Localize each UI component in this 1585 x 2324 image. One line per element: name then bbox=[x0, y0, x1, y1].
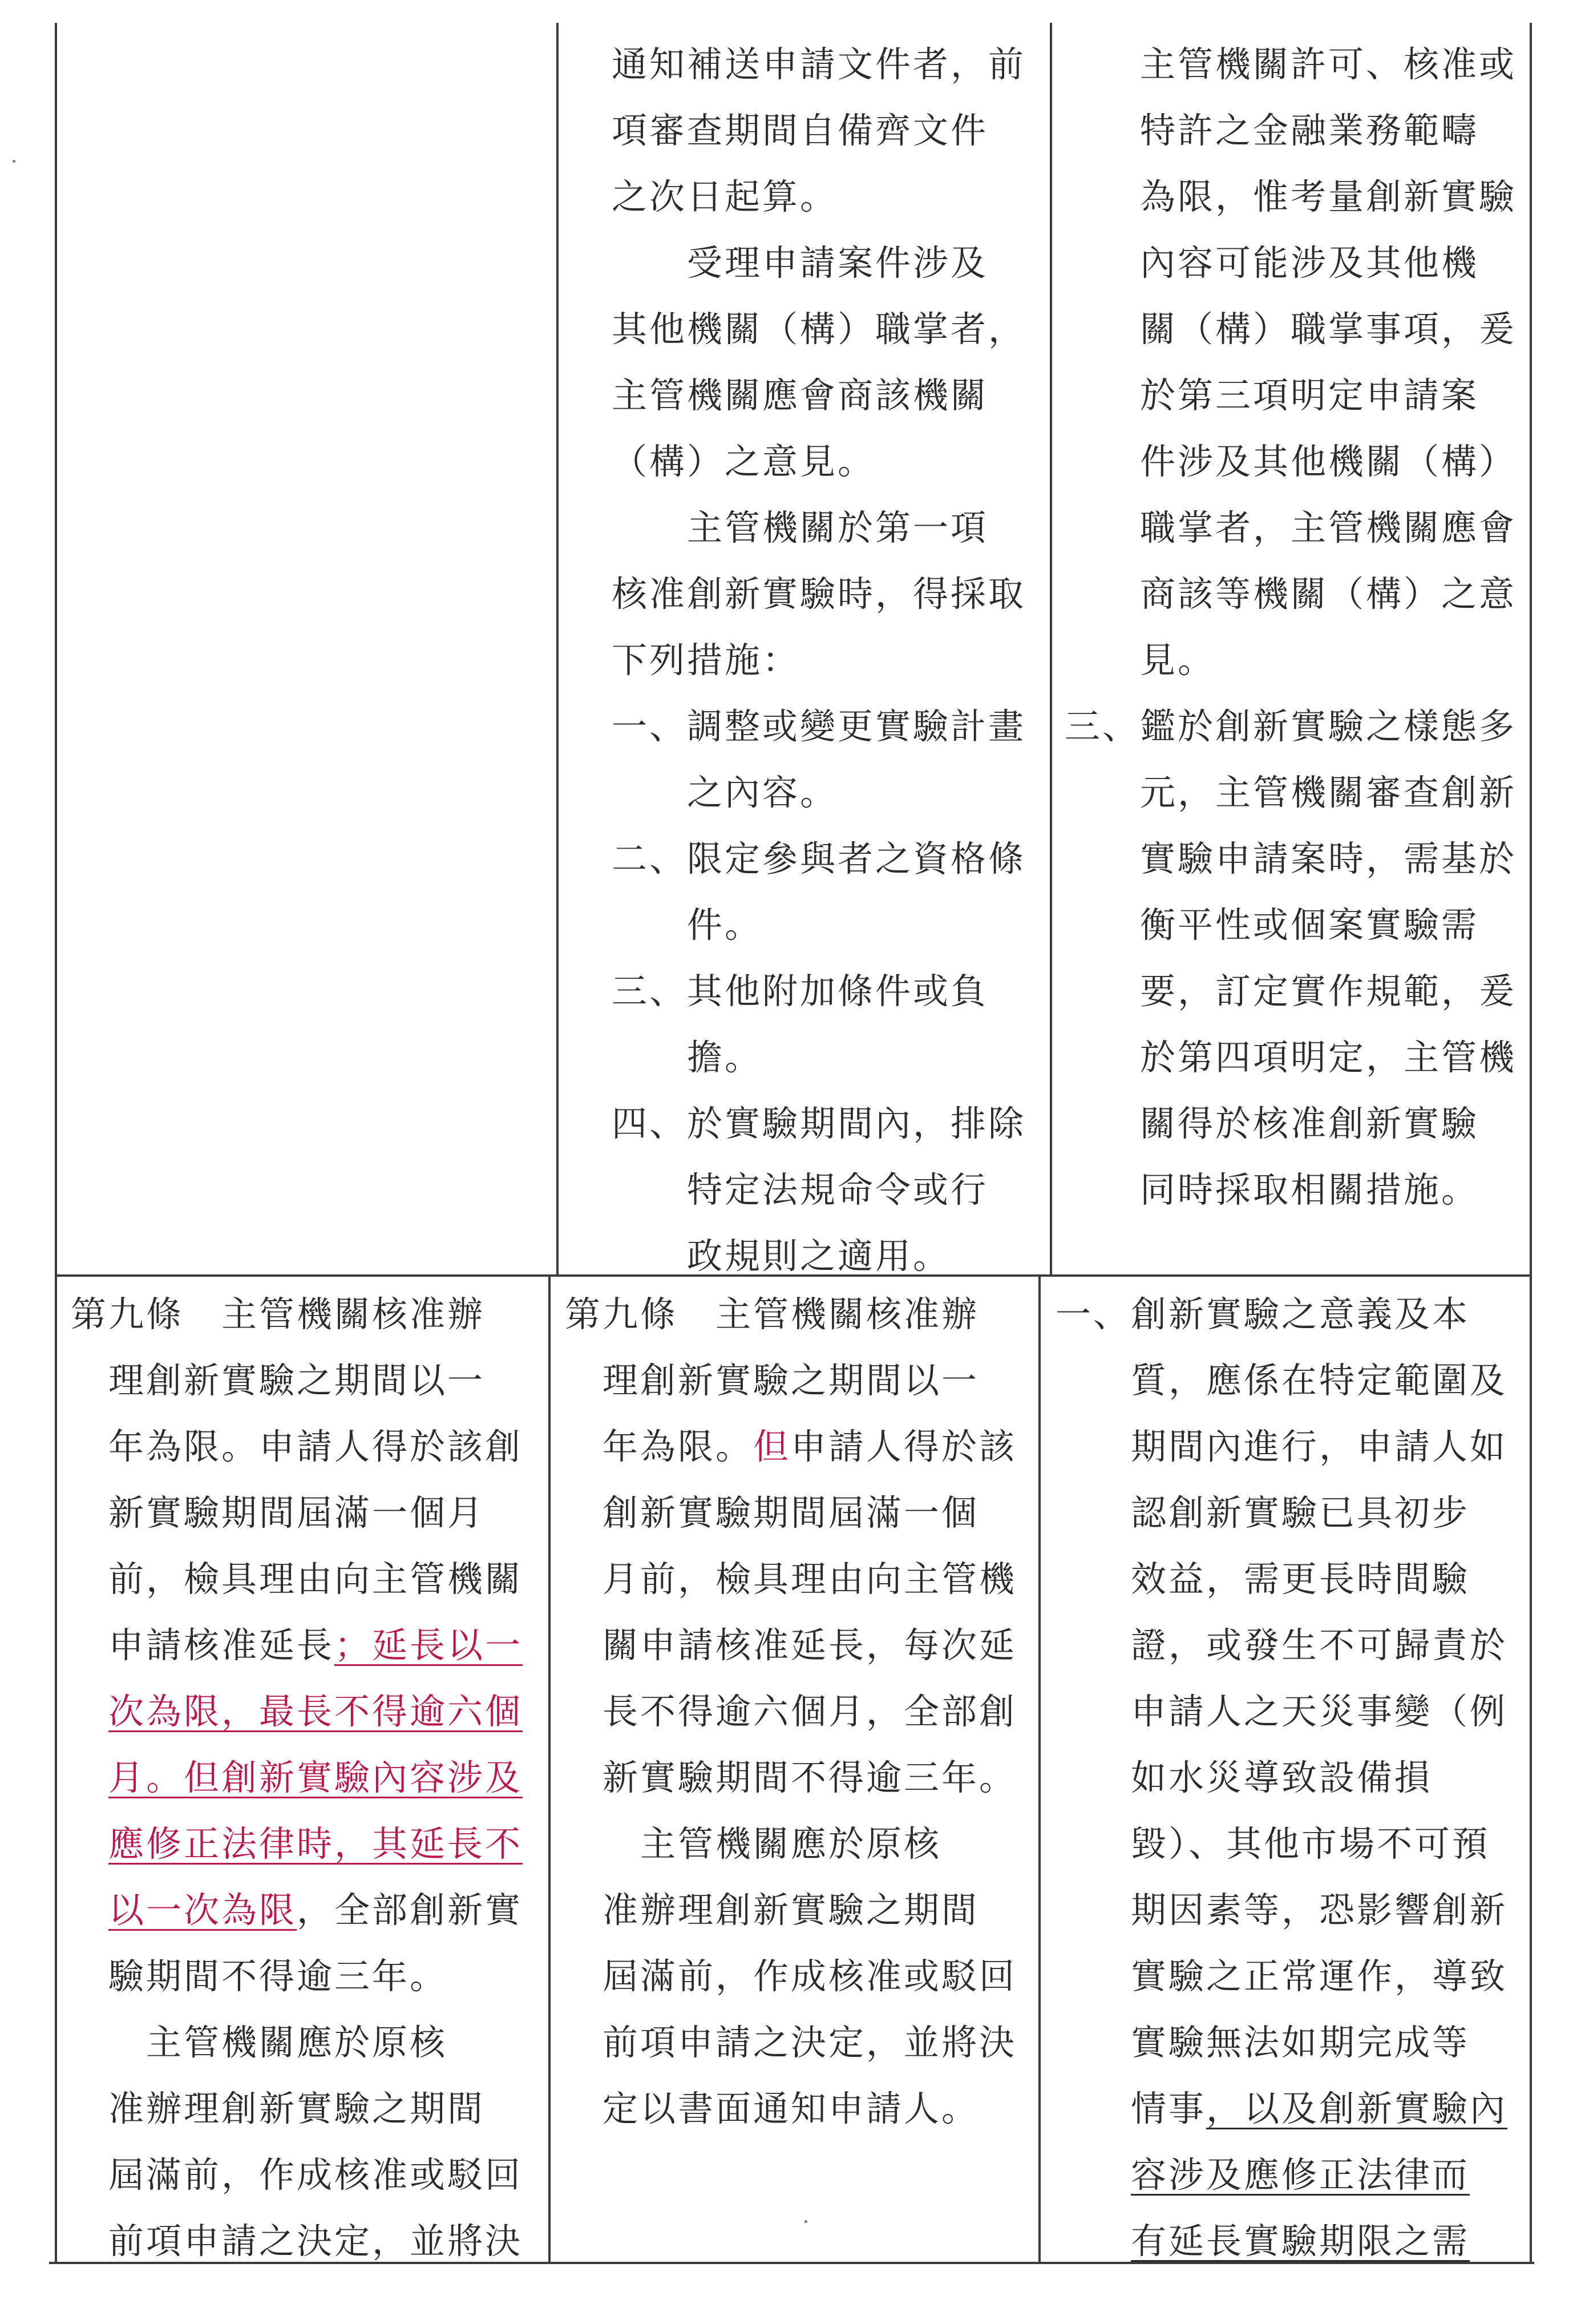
text-line: 准辦理創新實驗之期間 bbox=[71, 2088, 486, 2129]
text-line: 主管機關應會商該機關 bbox=[612, 374, 989, 416]
text-line: 主管機關應於原核 bbox=[71, 2022, 448, 2063]
amended-text: 月。但創新實驗內容涉及 bbox=[108, 1757, 523, 1798]
text-line: 新實驗期間不得逾三年。 bbox=[565, 1757, 1017, 1798]
text-segment: 申請人得於該 bbox=[791, 1426, 1017, 1467]
added-explanation-text: ，以及創新實驗內 bbox=[1206, 2088, 1508, 2129]
added-explanation-text: 容涉及應修正法律而 bbox=[1131, 2154, 1470, 2196]
text-line: 二、限定參與者之資格條 bbox=[612, 838, 1026, 879]
amended-text: 應修正法律時，其延長不 bbox=[108, 1823, 523, 1865]
text-line: 通知補送申請文件者，前 bbox=[612, 43, 1026, 85]
added-explanation-text: 有延長實驗期限之需 bbox=[1131, 2220, 1470, 2262]
text-line: 內容可能涉及其他機 bbox=[1065, 242, 1479, 284]
text-line: 政規則之適用。 bbox=[612, 1235, 951, 1277]
text-line: 特定法規命令或行 bbox=[612, 1169, 989, 1211]
text-segment: ，全部創新實 bbox=[297, 1889, 523, 1931]
text-line: 之次日起算。 bbox=[612, 176, 838, 217]
column-divider-1-lower bbox=[548, 1274, 551, 2264]
text-segment: 情事 bbox=[1056, 2088, 1207, 2129]
text-line: 前項申請之決定，並將決 bbox=[71, 2220, 523, 2262]
text-line: 實驗之正常運作，導致 bbox=[1056, 1955, 1508, 1997]
text-line: 三、其他附加條件或負 bbox=[612, 970, 989, 1012]
text-line bbox=[71, 1612, 523, 1679]
text-line: 其他機關（構）職掌者， bbox=[612, 308, 1026, 350]
text-line: 為限，惟考量創新實驗 bbox=[1065, 176, 1517, 217]
text-line: 主管機關應於原核 bbox=[565, 1823, 942, 1865]
text-line: 認創新實驗已具初步 bbox=[1056, 1492, 1470, 1534]
text-line: 件涉及其他機關（構） bbox=[1065, 441, 1517, 482]
text-line bbox=[565, 1414, 1017, 1480]
text-line bbox=[1056, 2208, 1507, 2274]
text-line: 准辦理創新實驗之期間 bbox=[565, 1889, 980, 1931]
text-line bbox=[71, 1745, 523, 1811]
table-right-border bbox=[1530, 23, 1532, 2264]
text-line: 期間內進行，申請人如 bbox=[1056, 1426, 1508, 1467]
text-segment: 申請核准延長 bbox=[71, 1624, 335, 1666]
text-line: 商該等機關（構）之意 bbox=[1065, 573, 1517, 615]
scan-speck bbox=[13, 160, 15, 163]
text-line: 屆滿前，作成核准或駁回 bbox=[71, 2154, 523, 2196]
text-line: 核准創新實驗時，得採取 bbox=[612, 573, 1026, 615]
text-line bbox=[71, 1877, 523, 1943]
text-line bbox=[1056, 2076, 1507, 2142]
text-line: 期因素等，恐影響創新 bbox=[1056, 1889, 1508, 1931]
text-line: 關申請核准延長，每次延 bbox=[565, 1624, 1017, 1666]
text-line: 同時採取相關措施。 bbox=[1065, 1169, 1479, 1211]
text-line: （構）之意見。 bbox=[612, 441, 876, 482]
text-line: 一、調整或變更實驗計畫 bbox=[612, 705, 1026, 747]
column-divider-2 bbox=[1050, 23, 1052, 1276]
article-heading-line: 第九條 主管機關核准辦 bbox=[71, 1293, 486, 1335]
amended-text: ；延長以一 bbox=[334, 1624, 523, 1666]
text-line: 屆滿前，作成核准或駁回 bbox=[565, 1955, 1017, 1997]
text-line: 於第四項明定，主管機 bbox=[1065, 1036, 1517, 1078]
text-line: 定以書面通知申請人。 bbox=[565, 2088, 980, 2129]
text-line: 一、創新實驗之意義及本 bbox=[1056, 1293, 1470, 1335]
text-line: 職掌者，主管機關應會 bbox=[1065, 507, 1517, 548]
text-line: 特許之金融業務範疇 bbox=[1065, 110, 1479, 151]
deleted-text: 但 bbox=[753, 1426, 791, 1467]
text-line: 主管機關許可、核准或 bbox=[1065, 43, 1517, 85]
text-line: 年為限。申請人得於該創 bbox=[71, 1426, 523, 1467]
text-line: 前，檢具理由向主管機關 bbox=[71, 1558, 523, 1600]
text-line: 見。 bbox=[1065, 639, 1216, 681]
text-line: 長不得逾六個月，全部創 bbox=[565, 1690, 1017, 1732]
text-line: 月前，檢具理由向主管機 bbox=[565, 1558, 1017, 1600]
text-line: 如水災導致設備損 bbox=[1056, 1757, 1433, 1798]
text-line: 前項申請之決定，並將決 bbox=[565, 2022, 1017, 2063]
text-line: 擔。 bbox=[612, 1036, 763, 1078]
text-line: 四、於實驗期間內，排除 bbox=[612, 1103, 1026, 1144]
text-line: 關得於核准創新實驗 bbox=[1065, 1103, 1479, 1144]
text-line: 項審查期間自備齊文件 bbox=[612, 110, 989, 151]
text-line: 證，或發生不可歸責於 bbox=[1056, 1624, 1508, 1666]
text-line: 於第三項明定申請案 bbox=[1065, 374, 1479, 416]
text-line: 三、鑑於創新實驗之樣態多 bbox=[1065, 705, 1517, 747]
text-line: 毀）、其他市場不可預 bbox=[1056, 1823, 1490, 1865]
text-line: 實驗無法如期完成等 bbox=[1056, 2022, 1470, 2063]
amended-text: 以一次為限 bbox=[108, 1889, 297, 1931]
text-line: 效益，需更長時間驗 bbox=[1056, 1558, 1470, 1600]
text-line: 創新實驗期間屆滿一個 bbox=[565, 1492, 980, 1534]
text-line: 新實驗期間屆滿一個月 bbox=[71, 1492, 486, 1534]
text-segment: 年為限。 bbox=[565, 1426, 754, 1467]
top-draft-column bbox=[612, 31, 1026, 1289]
scan-speck bbox=[804, 2220, 807, 2223]
text-line: 要，訂定實作規範，爰 bbox=[1065, 970, 1517, 1012]
table-left-border bbox=[55, 23, 57, 2264]
text-line: 實驗申請案時，需基於 bbox=[1065, 838, 1517, 879]
explanation-column bbox=[1056, 1281, 1507, 2274]
text-line: 衡平性或個案實驗需 bbox=[1065, 904, 1479, 946]
current-article-column bbox=[565, 1281, 1017, 2142]
amended-article-column bbox=[71, 1281, 523, 2274]
text-line: 元，主管機關審查創新 bbox=[1065, 772, 1517, 813]
amended-text: 次為限，最長不得逾六個 bbox=[108, 1690, 523, 1732]
article-heading-line: 第九條 主管機關核准辦 bbox=[565, 1293, 980, 1335]
text-line bbox=[71, 1811, 523, 1877]
text-line: 理創新實驗之期間以一 bbox=[71, 1359, 486, 1401]
text-line: 驗期間不得逾三年。 bbox=[71, 1955, 448, 1997]
text-line: 之內容。 bbox=[612, 772, 838, 813]
column-divider-2-lower bbox=[1038, 1274, 1041, 2264]
text-line: 件。 bbox=[612, 904, 763, 946]
text-line: 受理申請案件涉及 bbox=[612, 242, 989, 284]
text-line: 申請人之天災事變（例 bbox=[1056, 1690, 1508, 1732]
text-line bbox=[71, 1679, 523, 1745]
text-line: 下列措施： bbox=[612, 639, 800, 681]
text-line: 關（構）職掌事項，爰 bbox=[1065, 308, 1517, 350]
text-line: 主管機關於第一項 bbox=[612, 507, 989, 548]
column-divider-1 bbox=[556, 23, 559, 1276]
text-line: 質，應係在特定範圍及 bbox=[1056, 1359, 1508, 1401]
top-explanation-column bbox=[1065, 31, 1517, 1223]
text-line: 理創新實驗之期間以一 bbox=[565, 1359, 980, 1401]
text-line bbox=[1056, 2142, 1507, 2208]
